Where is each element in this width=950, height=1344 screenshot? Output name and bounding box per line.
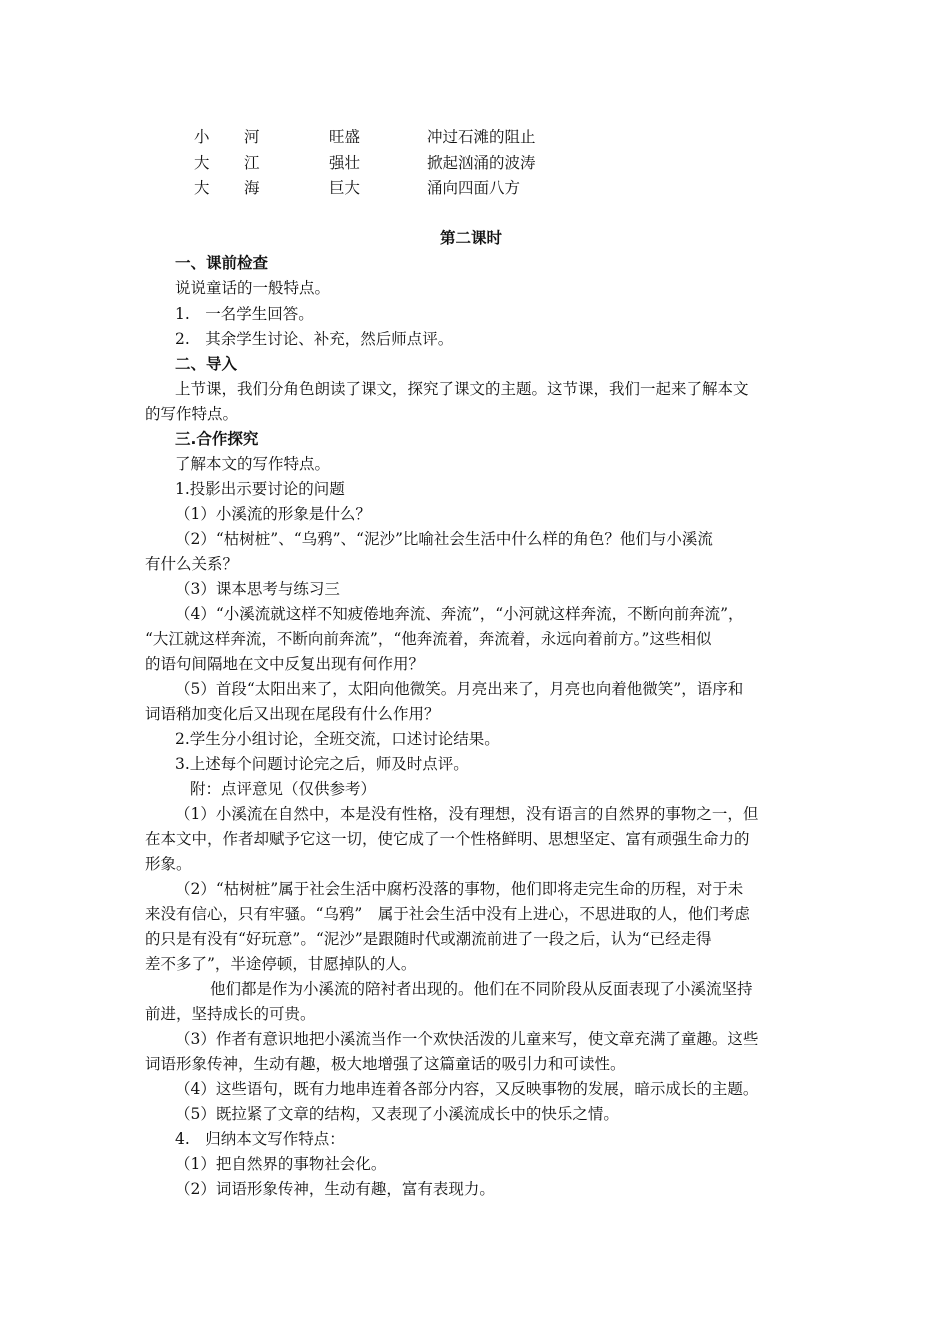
answer-line: 的只是有没有“好玩意”。“泥沙”是跟随时代或潮流前进了一段之后，认为“已经走得 [145, 930, 712, 948]
feature-line: （2）词语形象传神，生动有趣，富有表现力。 [175, 1180, 495, 1198]
table-cell: 海 [244, 179, 260, 197]
answer-line: （4）这些语句，既有力地串连着各部分内容，又反映事物的发展，暗示成长的主题。 [175, 1080, 759, 1098]
question-line: （5）首段“太阳出来了，太阳向他微笑。月亮出来了，月亮也向着他微笑”，语序和 [175, 680, 744, 698]
answer-line: 来没有信心，只有牢骚。“乌鸦” 属于社会生活中没有上进心，不思进取的人，他们考虑 [145, 905, 750, 923]
table-cell: 巨大 [329, 179, 361, 197]
feature-line: （1）把自然界的事物社会化。 [175, 1155, 387, 1173]
list-item: 2. 其余学生讨论、补充，然后师点评。 [175, 330, 454, 348]
answer-line: （1）小溪流在自然中，本是没有性格，没有理想，没有语言的自然界的事物之一，但 [175, 805, 759, 823]
table-cell: 小 [194, 128, 210, 146]
table-cell: 旺盛 [329, 128, 361, 146]
table-cell: 涌向四面八方 [427, 179, 521, 197]
paragraph-line: 的写作特点。 [145, 405, 239, 423]
list-item: 1.投影出示要讨论的问题 [175, 480, 345, 498]
lesson-title: 第二课时 [440, 229, 503, 247]
answer-line: （2）“枯树桩”属于社会生活中腐朽没落的事物，他们即将走完生命的历程，对于未 [175, 880, 744, 898]
answer-line: 他们都是作为小溪流的陪衬者出现的。他们在不同阶段从反面表现了小溪流坚持 [210, 980, 753, 998]
list-item: 3.上述每个问题讨论完之后，师及时点评。 [175, 755, 469, 773]
list-item: 4. 归纳本文写作特点： [175, 1130, 345, 1148]
section-heading: 三.合作探究 [175, 430, 259, 448]
appendix-title: 附：点评意见（仅供参考） [190, 780, 377, 798]
section-heading: 一、课前检查 [175, 254, 269, 272]
list-item: 1. 一名学生回答。 [175, 305, 314, 323]
table-cell: 掀起汹涌的波涛 [427, 154, 536, 172]
answer-line: 在本文中，作者却赋予它这一切，使它成了一个性格鲜明、思想坚定、富有顽强生命力的 [145, 830, 750, 848]
answer-line: （3）作者有意识地把小溪流当作一个欢快活泼的儿童来写，使文章充满了童趣。这些 [175, 1030, 759, 1048]
table-cell: 冲过石滩的阻止 [427, 128, 536, 146]
question-line: （2）“枯树桩”、“乌鸦”、“泥沙”比喻社会生活中什么样的角色？他们与小溪流 [175, 530, 713, 548]
answer-line: 词语形象传神，生动有趣，极大地增强了这篇童话的吸引力和可读性。 [145, 1055, 626, 1073]
question-line: （4）“小溪流就这样不知疲倦地奔流、奔流”，“小河就这样奔流，不断向前奔流”， [175, 605, 744, 623]
table-cell: 大 [194, 154, 210, 172]
paragraph-line: 上节课，我们分角色朗读了课文，探究了课文的主题。这节课，我们一起来了解本文 [175, 380, 749, 398]
section-heading: 二、导入 [175, 355, 238, 373]
table-cell: 大 [194, 179, 210, 197]
answer-line: 前进，坚持成长的可贵。 [145, 1005, 316, 1023]
table-cell: 河 [244, 128, 260, 146]
question-line: 有什么关系？ [145, 555, 239, 573]
paragraph-line: 说说童话的一般特点。 [175, 279, 331, 297]
table-cell: 江 [244, 154, 260, 172]
answer-line: （5）既拉紧了文章的结构，又表现了小溪流成长中的快乐之情。 [175, 1105, 619, 1123]
table-cell: 强壮 [329, 154, 361, 172]
question-line: （3）课本思考与练习三 [175, 580, 340, 598]
list-item: 2.学生分小组讨论，全班交流，口述讨论结果。 [175, 730, 500, 748]
question-line: “大江就这样奔流，不断向前奔流”，“他奔流着，奔流着，永远向着前方。”这些相似 [145, 630, 712, 648]
question-line: 词语稍加变化后又出现在尾段有什么作用？ [145, 705, 440, 723]
question-line: 的语句间隔地在文中反复出现有何作用？ [145, 655, 425, 673]
answer-line: 差不多了”，半途停顿，甘愿掉队的人。 [145, 955, 417, 973]
question-line: （1）小溪流的形象是什么？ [175, 505, 371, 523]
paragraph-line: 了解本文的写作特点。 [175, 455, 331, 473]
answer-line: 形象。 [145, 855, 192, 873]
